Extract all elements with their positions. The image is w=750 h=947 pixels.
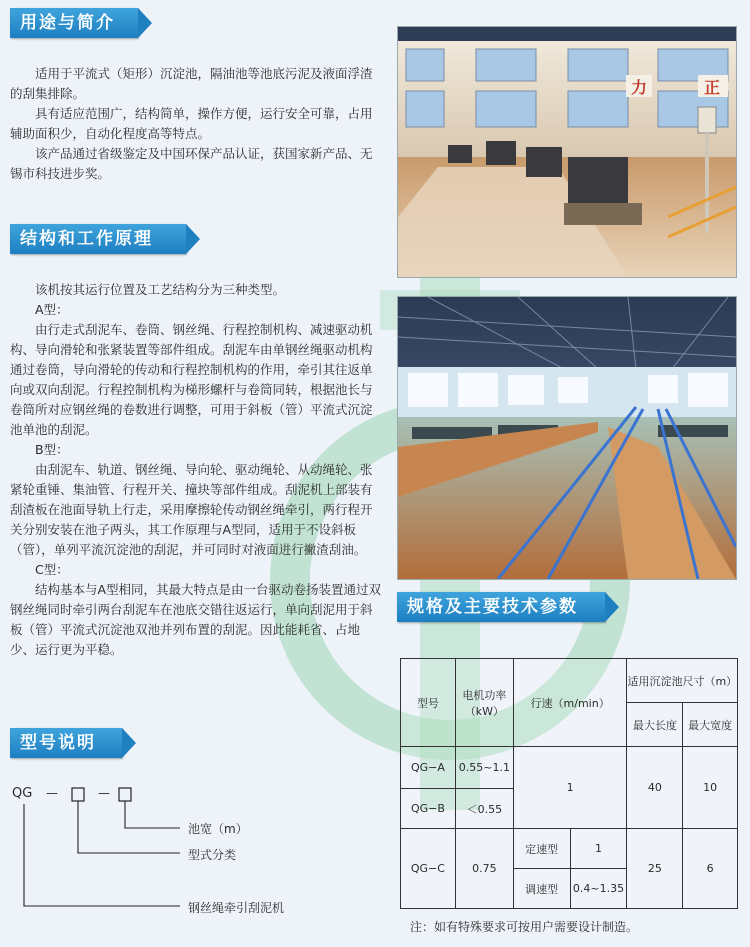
intro-p3: 该产品通过省级鉴定及中国环保产品认证，获国家新产品、无锡市科技进步奖。 (10, 146, 373, 181)
photo-factory-hall (397, 26, 737, 278)
structure-text (10, 280, 382, 660)
type-a-text: 由行走式刮泥车、卷筒、钢丝绳、行程控制机构、减速驱动机构、导向滑轮和张紧装置等部件组成。刮泥车由单钢丝绳驱动机构通过卷筒，导向滑轮的传动和行程控制机构的作用，牵引其往返单向或双向刮泥。行程控制机构为梯形螺杆与卷筒同转，根据池长与卷筒所对应钢丝绳的卷数进行调整，可用于斜板（管）平流式沉淀池单池的刮泥。 (10, 322, 373, 437)
sign-char-1: 力 (631, 78, 648, 97)
model-leader-lines (0, 760, 330, 920)
model-code-diagram (0, 760, 330, 920)
intro-heading (10, 8, 138, 38)
footnote: 注：如有特殊要求可按用户需要设计制造。 (410, 920, 639, 934)
type-c-label: C型： (35, 562, 69, 577)
intro-heading-text: 用途与简介 (20, 13, 115, 33)
photo-tank-hall (397, 296, 737, 580)
col-speed: 行速（m/min） (513, 659, 627, 747)
cell-var-value: 0.4~1.35 (570, 869, 627, 909)
label-product-name: 钢丝绳牵引刮泥机 (188, 901, 285, 915)
photo-factory-hall-image (398, 27, 736, 277)
col-max-width: 最大宽度 (683, 703, 738, 747)
type-c-text: 结构基本与A型相同，其最大特点是由一台驱动卷扬装置通过双钢丝绳同时牵引两台刮泥车在池底交错往返运行，单向刮泥用于斜板（管）平流式沉淀池双池并列布置的刮泥。因此能耗省、占地少、运行更为平稳。 (10, 582, 382, 657)
cell-len-ab: 40 (627, 747, 683, 829)
intro-p2: 具有适应范围广，结构简单，操作方便，运行安全可靠，占用辅助面积少，自动化程度高等特点。 (10, 106, 373, 141)
cell-model-b: QG−B (401, 789, 456, 829)
cell-fixed-label: 定速型 (513, 829, 570, 869)
intro-text (10, 64, 382, 184)
cell-power-a: 0.55~1.1 (455, 747, 513, 789)
sign-char-2: 正 (704, 78, 721, 97)
col-size: 适用沉淀池尺寸（m） (627, 659, 738, 703)
cell-power-c: 0.75 (455, 829, 513, 909)
structure-heading (10, 224, 186, 254)
col-max-length: 最大长度 (627, 703, 683, 747)
cell-fixed-value: 1 (570, 829, 627, 869)
intro-p1: 适用于平流式（矩形）沉淀池，隔油池等池底污泥及液面浮渣的刮集排除。 (10, 66, 373, 101)
type-a-label: A型： (35, 302, 69, 317)
cell-model-c: QG−C (401, 829, 456, 909)
col-power: 电机功率（kW） (455, 659, 513, 747)
cell-power-b: ＜0.55 (455, 789, 513, 829)
structure-intro: 该机按其运行位置及工艺结构分为三种类型。 (35, 282, 286, 297)
model-heading (10, 728, 122, 758)
model-dash-1: — (46, 786, 58, 800)
label-pool-width: 池宽（m） (188, 822, 248, 836)
spec-heading (397, 592, 605, 622)
cell-var-label: 调速型 (513, 869, 570, 909)
type-b-text: 由刮泥车、轨道、钢丝绳、导向轮、驱动绳轮、从动绳轮、张紧轮重锤、集油管、行程开关、撞块等部件组成。刮泥机上部装有刮渣板在池面导轨上行走，采用摩擦轮传动钢丝绳牵引，两行程开关分别安装在池子两头，其工作原理与A型同，适用于不设斜板（管），单列平流沉淀池的刮泥，并可同时对液面进行撇渣刮油。 (10, 462, 373, 557)
cell-len-c: 25 (627, 829, 683, 909)
model-dash-2: — (98, 786, 110, 800)
col-model: 型号 (401, 659, 456, 747)
label-type-class: 型式分类 (188, 848, 237, 862)
cell-wid-c: 6 (683, 829, 738, 909)
structure-heading-text: 结构和工作原理 (20, 229, 153, 249)
photo-tank-hall-image (398, 297, 736, 579)
model-heading-text: 型号说明 (20, 733, 96, 753)
model-prefix: QG (12, 786, 33, 801)
type-b-label: B型： (35, 442, 69, 457)
cell-speed-ab: 1 (513, 747, 627, 829)
cell-model-a: QG−A (401, 747, 456, 789)
cell-wid-ab: 10 (683, 747, 738, 829)
spec-table (400, 658, 738, 909)
spec-heading-text: 规格及主要技术参数 (407, 597, 578, 617)
